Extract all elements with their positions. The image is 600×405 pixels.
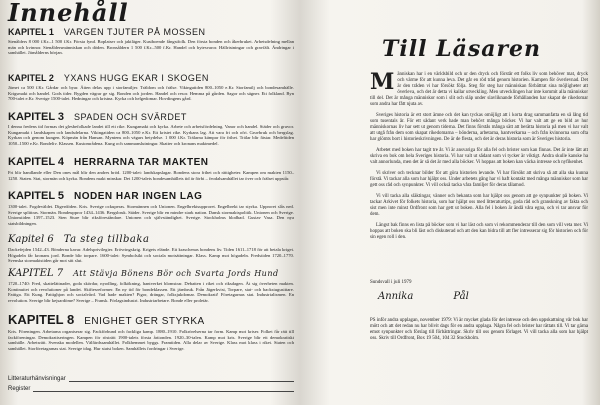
signature: Pål xyxy=(453,291,469,302)
chapter-label: KAPITEL 2 xyxy=(8,73,54,83)
right-page xyxy=(302,0,600,405)
chapter-summary: Kris. Föreningen. Arbetarna organiserar sig. Fackförbund och fackliga kamp. 1880–1910. Folkrörelserna tar form. Kamp mot kriser. Folket får rätt till fackföreningar. Demokratiseringen. Kampen för rösträtt 1900-talets första årtionden. 1920–30-talen. Kamp mot kris. Sverige blir ett demokratiskt samhälle. Arbetsrätt. Svenska modellen. Välfärdssamhället. Folkhemmet byggs. Framtiden. Alla delar av Sverige. Klass mot klass i riket. Staten och samhället. Storföretagarnas stat. Sverige idag. Hur statsi boken. Samhällets fordringar i Sverige. xyxy=(8,329,294,351)
back-matter xyxy=(8,372,294,392)
chapter-summary: 1300-talet. Fogdeväldet. Digerdöden. Kris. Sverige ockuperas. Stormännen och Unionen. Engelbrektsupproret. Engelbrekt tar styrka. Upproret slås ned. Sverige splittras. Stormän. Bondeuppror 1434–1436. Bergsbruk. Städer. Sverige blir en mindre stark nation. Dansk stormaktspolitik. Unionen och Sverige. Unionstiden 1397–1523. Sten Sture blir riksföreståndare. Unionen och självständighet. Sverige. Stockholms blodbad. Gustav Vasa. Den nya statsbildningen. xyxy=(8,204,294,226)
back-matter-label: Register xyxy=(8,386,31,392)
chapter-label: KAPITEL 7 xyxy=(8,268,64,279)
chapter-4[interactable] xyxy=(8,156,294,181)
chapter-title: VARGEN TJUTER PÅ MOSSEN xyxy=(63,27,206,37)
chapter-summary: Stenålders 8 000 f.Kr.–1 500 f.Kr. Första fynd. Boplatser och jaktläger. Kustboende fångstfolk. Den första bonden och åkerbruket. Arbetsdelning mellan män och kvinnor. Stenåldersmänniskan och döden. Bronsåldern 1 500 f.Kr.–500 f.Kr. Handel och bytesvaror. Hällristningar och gravfält. Ändringar i samhället. Järnålderns början. xyxy=(8,39,294,56)
drop-cap: M xyxy=(370,69,395,95)
signature: Annika xyxy=(378,291,414,302)
chapter-label: KAPITEL 1 xyxy=(8,27,54,37)
chapter-title: HERRARNA TAR MAKTEN xyxy=(74,157,209,168)
dotted-rule xyxy=(69,375,294,382)
chapter-7[interactable] xyxy=(8,268,294,303)
preface-paragraph: Arbetet med boken har tagit tre år. Vi är ansvariga för alla fel och brister som kan finnas. Det är inte lätt att skriva en bok om hela Sveriges historia. Vi har valt ut sådant som vi tycker är viktigt. Andra skulle kanske ha valt annorlunda, men det är så det är med alla böcker. Vi hoppas att boken kan väcka intresse och nyfikenhet. xyxy=(370,148,588,165)
chapter-title: NODEN HAR INGEN LAG xyxy=(74,191,203,202)
chapter-title: ENIGHET GER STYRKA xyxy=(84,316,205,327)
back-matter-row[interactable] xyxy=(8,382,294,392)
preface-paragraph: Längst bak finns en lista på böcker som vi har läst och som vi rekommenderar till den som vill veta mer. Vi hoppas att boken ska bli läst och diskuterad och att den kan bidra till att fler intresserar sig för historien och för sin egen roll i den. xyxy=(370,223,588,240)
chapter-5[interactable] xyxy=(8,190,294,226)
preface-paragraph: Människan har i en världsbild och ur den dryck och förstår ett folks liv som behöver mat, dryck och värme för att kunna leva. Det går en röd tråd genom historien. Kampen för överlevnad. Det är den tråden vi har försökt följa. Steg för steg har människan förbättrat sina möjligheter att överleva, och det är detta vi kallar utveckling. Men utvecklingen har inte kommit alla människor till del. Det är många människor som i slit och släp under slavliknande förhållanden har skapat de rikedomar som andra har fått njuta av. xyxy=(370,69,588,107)
chapter-8[interactable] xyxy=(8,314,294,351)
preface-title: Till Läsaren xyxy=(382,36,542,62)
chapter-1[interactable] xyxy=(8,26,294,56)
back-matter-row[interactable] xyxy=(8,372,294,382)
postscript xyxy=(370,318,588,342)
preface-paragraph: Vi skriver och tecknar bilder för att göra historien levande. Vi har försökt att skriva så att alla ska kunna förstå. Vi tackar alla som har hjälpt oss. Under arbetets gång har vi haft kontakt med många människor som har gett oss råd och synpunkter. Vi vill också tacka våra familjer för deras tålamod. xyxy=(370,171,588,188)
chapter-summary: Fri blir handlande eller Den ones mål blir den andres bröd. 1200-talet: landskapslagar. Bondens stora frihet och rättigheter. Kampen om makten 1150–1250. Staten. Stat, stormän och kyrka. Bondens makt minskar. Det 1200-talets bondesamhällets tid är förbi – feodalsamhället tar över och frälset uppstår. xyxy=(8,170,294,181)
chapter-summary: I denna fredens tid formas det glesbefolkade landet till ett rike. Kungamakt och kyrka. Arbete och arbetsfördelning. Vanor och handel. Städer och gruvor. Kungamakt i landskapen och landsdelarna. Vikingatiden ca 800–1050 e.Kr. Ett kristet rike. Kyrkans lag. Att vara fri och ofri. Gruvbruk och bergslag. Kyrkan och genom kungen. Köpmän från Hansan. Myntens och vägars betydelse. 1 000 f.Kr. Trälarna kämpar för frihet. Trälar blir fästar. Medeltiden 1050–1500 e.Kr. Bondeliv. Klassen. Kustområdena. Kung och sammanslutningar. Skatter och kronans maktmedel. xyxy=(8,124,294,146)
chapter-3[interactable] xyxy=(8,111,294,146)
chapter-title: Att Stävja Bönens Bör och Svarta Jords Hund xyxy=(73,269,279,278)
signature-block xyxy=(370,280,588,302)
chapter-summary: Dackefejden 1542–43. Bönderna kavar. Adelsprivilegier. Erövringskrig. Krigets elände. Ett kraschenas bondens liv. Tiden 1611–1718 för att betala kriget. Högadeln får kronans jord. Bonde blir torpare. 1600-talet: Symbolsikt och sociala motsättningar. Klass. Kamp mot högadeln. Fredstiden 1720–1770. Svenska stormaktstiden går mot sitt slut. xyxy=(8,247,294,264)
toc-title: Innehåll xyxy=(8,0,129,27)
chapter-6[interactable] xyxy=(8,234,294,264)
place-date: Sundsvall i juli 1979 xyxy=(370,280,412,285)
chapter-2[interactable] xyxy=(8,72,294,102)
chapter-label: KAPITEL 8 xyxy=(8,312,75,327)
chapter-summary: Järnet ca 500 f.Kr. Gårdar och byar. Ätten delas upp i storfamiljer. Träldom och frälse. Vikingatiden 800–1050 e.Kr. Storfamilj och bondesamhälle. Krigsmakt och handel. Gods tider. Bygden vägrar ge sig. Bonden och jorden. Handel och resor. Hemma på gården. Sagor och sägner. Ett folkland. Byn 700-talet e.Kr. Sverige 1500-talet. Hedningar och kristna. Kyrka och helgedomar. Hovdingens gård. xyxy=(8,85,294,102)
preface-paragraph: Sveriges historia är ett stort ämne och det kan tyckas omöjligt att i korta drag sammanfatta en så lång tid som tusentals år. För ett sådant verk hade man behövt många böcker. Vi har valt att ge en bild av hur människornas liv har sett ut genom tiderna. Det finns förstås många sätt att berätta historia på men vi har valt att utgå från dem som skapat rikedomarna – bönderna, arbetarna, hantverkarna – och från kvinnorna som ofta har glömts bort i historieskrivningen. De är de flesta, och det är deras historia som är Sveriges historia. xyxy=(370,113,588,142)
back-matter-label: Litteraturhänvisningar xyxy=(8,376,66,382)
chapter-title: Ta steg tillbaka xyxy=(63,234,150,245)
chapter-title: YXANS HUGG EKAR I SKOGEN xyxy=(63,73,209,83)
dotted-rule xyxy=(33,385,294,392)
preface-body xyxy=(370,69,588,246)
chapter-label: KAPITEL 5 xyxy=(8,190,65,202)
chapter-label: Kapitel 6 xyxy=(8,234,54,245)
postscript-text: PS inför andra upplagan, november 1979: Vi är mycket glada för det intresse och den uppskattning vår bok har mött och att det redan nu har blivit dags för en andra upplaga. Några fel och brister har rättats till. Vi tar gärna emot synpunkter och förslag till förbättringar. Skriv till oss genom förlaget. Vi vill tacka alla som har hjälpt oss. Skriv till Ordfront, Box 19 504, 104 32 Stockholm. xyxy=(370,318,588,341)
preface-paragraph: Vi vill tacka alla släktingar, vänner och bekanta som har hjälpt oss genom att ge synpunkter på boken. Vi tackar Arkivet för folkets historia, som har hjälpt oss med litteraturtips, goda råd och granskning av fakta och sist men inte minst Ordfront som har gett ut boken. Alla fel i boken är ändå våra egna, och vi tar ansvar för dem. xyxy=(370,194,588,217)
chapter-label: KAPITEL 4 xyxy=(8,156,65,168)
chapter-summary: 1720–1740: Fred, skattelättnader, goda skördar, nyodling, folkökning, hantverket blomstrar. Debatten i riket och riksdagen. Åt sig överheten makten. Kontinuitet och revolutioner på landet. Skiftesreformer. En ny tid för bondeklassen. Ett järnbruk. Från Jägerkvist, Torpare, stat- och backstugusittare. Fattiga. Ett Kung. Fattighjon och socialvård. Vad hade makten? Pigor, drängar, folksjukdomar. Demokrati! Företagarnas stat. Industrialismen. En revolution. Sverige blir kejsardöme? Sverige – Fransk. Förlagsindustri. Industriarbetare. Bonde eller proletär. xyxy=(8,281,294,303)
chapter-title: SPADEN OCH SVÄRDET xyxy=(74,112,187,122)
chapter-label: KAPITEL 3 xyxy=(8,111,65,123)
